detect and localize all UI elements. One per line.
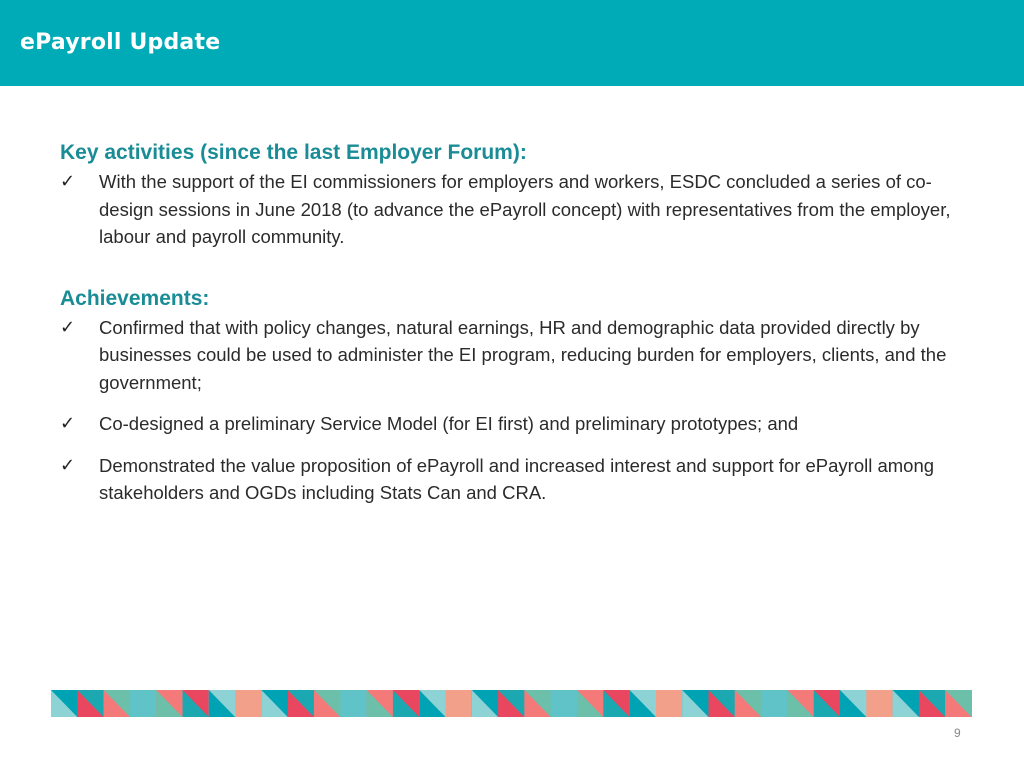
bullet-text: With the support of the EI commissioners for employers and workers, ESDC concluded a series of co-design sessions in June 2018 (to advance the ePayroll concept) with representatives from the employer, labour and payroll community. xyxy=(99,171,951,247)
key-activities-heading: Key activities (since the last Employer Forum): xyxy=(60,141,527,164)
bullet-text: Co-designed a preliminary Service Model (for EI first) and preliminary prototypes; and xyxy=(99,413,799,434)
slide-content xyxy=(60,138,960,507)
page-number: 9 xyxy=(954,726,961,740)
bullet-text: Confirmed that with policy changes, natural earnings, HR and demographic data provided directly by businesses could be used to administer the EI program, reducing burden for employers, clients, and the government; xyxy=(99,316,947,393)
achievements-heading: Achievements: xyxy=(60,286,210,310)
checkmark-icon: ✓ xyxy=(60,413,76,434)
achievement-item xyxy=(60,452,960,507)
decorative-triangle-strip xyxy=(51,690,973,717)
checkmark-icon: ✓ xyxy=(60,316,76,338)
checkmark-icon: ✓ xyxy=(60,454,76,476)
header-bar xyxy=(0,0,1024,86)
achievement-item xyxy=(60,410,960,438)
bullet-text: Demonstrated the value proposition of ePayroll and increased interest and support for ePayroll among stakeholders and OGDs including Stats Can and CRA. xyxy=(99,454,935,503)
checkmark-icon: ✓ xyxy=(60,171,76,192)
achievement-item xyxy=(60,314,960,397)
slide-title: ePayroll Update xyxy=(20,30,221,55)
key-activities-item xyxy=(60,168,960,251)
